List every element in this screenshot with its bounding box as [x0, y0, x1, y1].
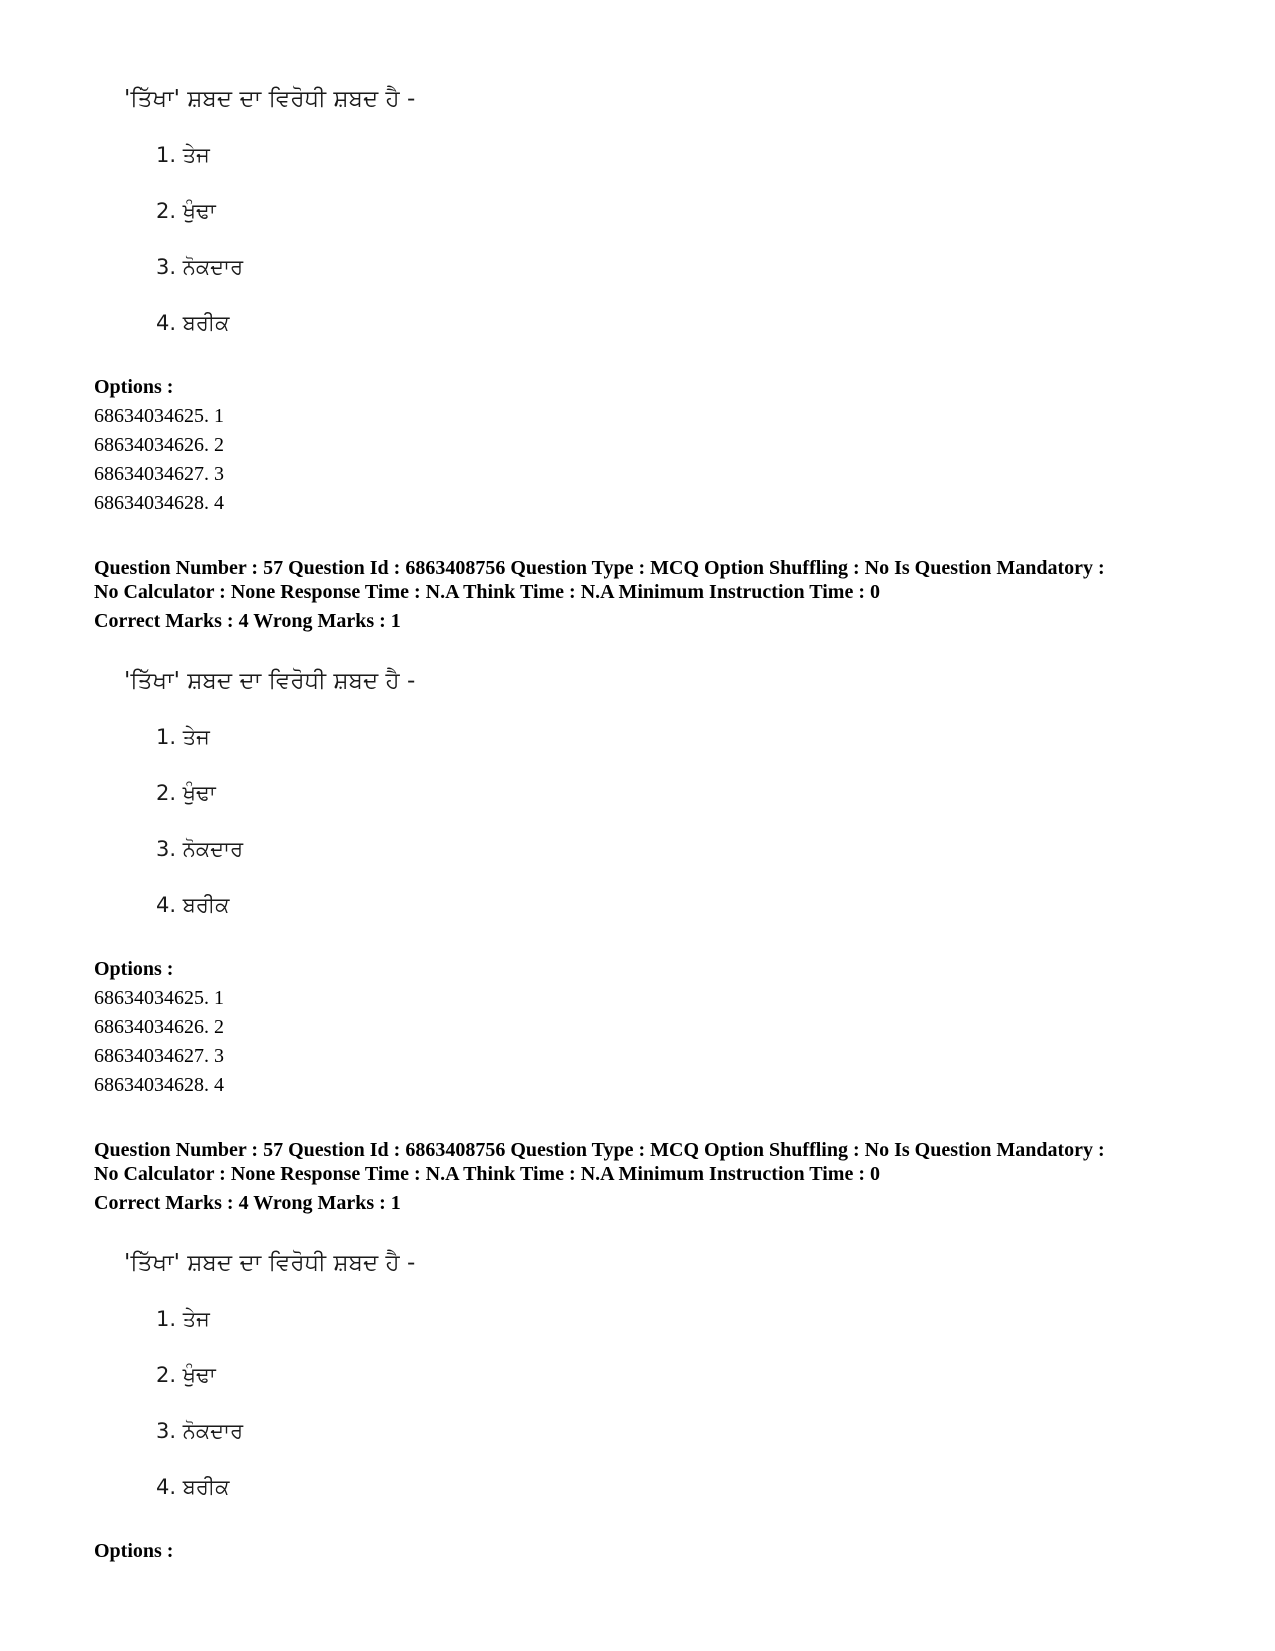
- question-choice-4: 4. ਬਰੀਕ: [156, 893, 230, 917]
- option-line-4: 68634034628. 4: [94, 492, 224, 514]
- question-choice-3: 3. ਨੋਕਦਾਰ: [156, 837, 244, 861]
- question-text: 'ਤਿੱਖਾ' ਸ਼ਬਦ ਦਾ ਵਿਰੋਧੀ ਸ਼ਬਦ ਹੈ -: [124, 86, 416, 112]
- options-heading: Options :: [94, 1540, 174, 1562]
- question-text: 'ਤਿੱਖਾ' ਸ਼ਬਦ ਦਾ ਵਿਰੋਧੀ ਸ਼ਬਦ ਹੈ -: [124, 1250, 416, 1276]
- question-choice-4: 4. ਬਰੀਕ: [156, 1475, 230, 1499]
- option-line-2: 68634034626. 2: [94, 434, 224, 456]
- option-line-2: 68634034626. 2: [94, 1016, 224, 1038]
- question-choice-1: 1. ਤੇਜ: [156, 143, 210, 167]
- option-line-3: 68634034627. 3: [94, 463, 224, 485]
- question-choice-3: 3. ਨੋਕਦਾਰ: [156, 255, 244, 279]
- question-choice-2: 2. ਖੁੰਢਾ: [156, 781, 216, 805]
- option-line-1: 68634034625. 1: [94, 405, 224, 427]
- question-choice-4: 4. ਬਰੀਕ: [156, 311, 230, 335]
- option-line-4: 68634034628. 4: [94, 1074, 224, 1096]
- option-line-3: 68634034627. 3: [94, 1045, 224, 1067]
- question-text: 'ਤਿੱਖਾ' ਸ਼ਬਦ ਦਾ ਵਿਰੋਧੀ ਸ਼ਬਦ ਹੈ -: [124, 668, 416, 694]
- question-meta-line-1: Question Number : 57 Question Id : 6863408756 Question Type : MCQ Option Shuffling : No Is Question Mandatory :: [94, 557, 1105, 579]
- question-marks: Correct Marks : 4 Wrong Marks : 1: [94, 1192, 401, 1214]
- option-line-1: 68634034625. 1: [94, 987, 224, 1009]
- question-choice-3: 3. ਨੋਕਦਾਰ: [156, 1419, 244, 1443]
- question-meta-line-2: No Calculator : None Response Time : N.A Think Time : N.A Minimum Instruction Time : 0: [94, 1163, 880, 1185]
- options-heading: Options :: [94, 958, 174, 980]
- question-choice-1: 1. ਤੇਜ: [156, 1307, 210, 1331]
- question-meta-line-2: No Calculator : None Response Time : N.A Think Time : N.A Minimum Instruction Time : 0: [94, 581, 880, 603]
- question-meta-line-1: Question Number : 57 Question Id : 6863408756 Question Type : MCQ Option Shuffling : No Is Question Mandatory :: [94, 1139, 1105, 1161]
- question-choice-2: 2. ਖੁੰਢਾ: [156, 1363, 216, 1387]
- question-choice-2: 2. ਖੁੰਢਾ: [156, 199, 216, 223]
- question-marks: Correct Marks : 4 Wrong Marks : 1: [94, 610, 401, 632]
- question-choice-1: 1. ਤੇਜ: [156, 725, 210, 749]
- options-heading: Options :: [94, 376, 174, 398]
